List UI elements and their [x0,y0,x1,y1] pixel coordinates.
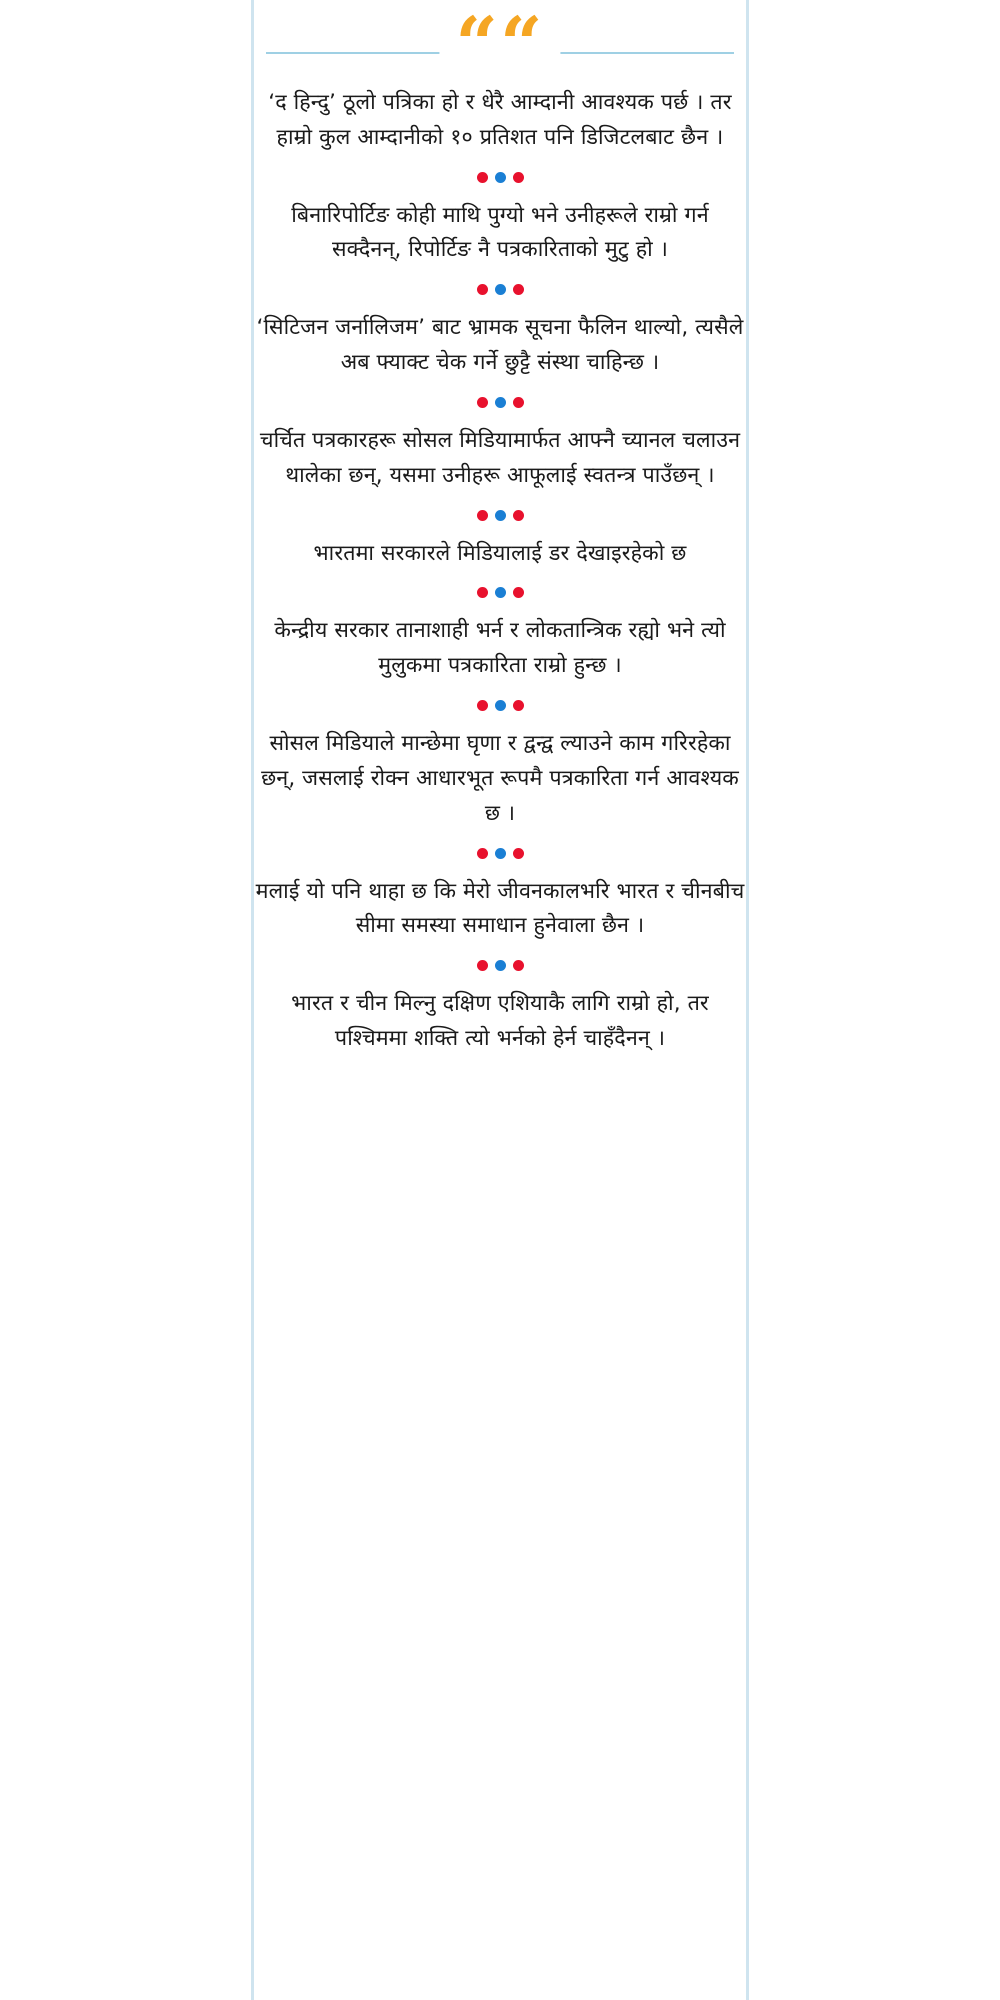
dot-blue-icon [495,284,506,295]
dot-red-icon [513,172,524,183]
quote-text: ‘द हिन्दु’ ठूलो पत्रिका हो र धेरै आम्दानी आवश्यक पर्छ । तर हाम्रो कुल आम्दानीको १० प्रतिशत पनि डिजिटलबाट छैन । [268,90,732,150]
quote-mark-icon: ““ [439,14,560,76]
quote-text: चर्चित पत्रकारहरू सोसल मिडियामार्फत आफ्नै च्यानल चलाउन थालेका छन्, यसमा उनीहरू आफूलाई स्वतन्त्र पाउँछन् । [259,427,741,488]
dot-blue-icon [495,848,506,859]
dot-red-icon [477,960,488,971]
separator-dots [252,944,748,985]
dot-red-icon [513,700,524,711]
dot-red-icon [513,397,524,408]
quote-list [252,0,748,1081]
dot-red-icon [513,848,524,859]
quote-text: भारतमा सरकारले मिडियालाई डर देखाइरहेको छ [313,540,687,566]
separator-dots [252,571,748,612]
dot-red-icon [513,284,524,295]
separator-dots [252,156,748,197]
quote-text: सोसल मिडियाले मान्छेमा घृणा र द्वन्द्व ल्याउने काम गरिरहेका छन्, जसलाई रोक्न आधारभूत रूपमै पत्रकारिता गर्न आवश्यक छ । [261,731,739,826]
separator-dots [252,268,748,309]
dot-blue-icon [495,700,506,711]
dot-red-icon [477,587,488,598]
dot-blue-icon [495,510,506,521]
quote-text: मलाई यो पनि थाहा छ कि मेरो जीवनकालभरि भारत र चीनबीच सीमा समस्या समाधान हुनेवाला छैन । [255,878,745,939]
dot-red-icon [513,510,524,521]
quote-text: ‘सिटिजन जर्नालिजम’ बाट भ्रामक सूचना फैलिन थाल्यो, त्यसैले अब फ्याक्ट चेक गर्ने छुट्टै संस्था चाहिन्छ । [256,315,744,376]
quote-text: केन्द्रीय सरकार तानाशाही भर्न र लोकतान्त्रिक रह्यो भने त्यो मुलुकमा पत्रकारिता राम्रो हुन्छ । [274,618,726,679]
dot-blue-icon [495,172,506,183]
separator-dots [252,381,748,422]
dot-red-icon [513,960,524,971]
bottom-spacer [252,1057,748,1081]
separator-dots [252,684,748,725]
dot-red-icon [513,587,524,598]
dot-blue-icon [495,587,506,598]
dot-red-icon [477,848,488,859]
quote-text: बिनारिपोर्टिङ कोही माथि पुग्यो भने उनीहरूले राम्रो गर्न सक्दैनन्, रिपोर्टिङ नै पत्रकारिताको मुटु हो । [291,202,709,263]
dot-red-icon [477,700,488,711]
dot-blue-icon [495,397,506,408]
separator-dots [252,494,748,535]
dot-blue-icon [495,960,506,971]
dot-red-icon [477,397,488,408]
dot-red-icon [477,284,488,295]
dot-red-icon [477,510,488,521]
dot-red-icon [477,172,488,183]
separator-dots [252,832,748,873]
quote-header [252,2,748,88]
quote-text: भारत र चीन मिल्नु दक्षिण एशियाकै लागि राम्रो हो, तर पश्चिममा शक्ति त्यो भर्नको हेर्न चाहँदैनन् । [291,991,709,1052]
